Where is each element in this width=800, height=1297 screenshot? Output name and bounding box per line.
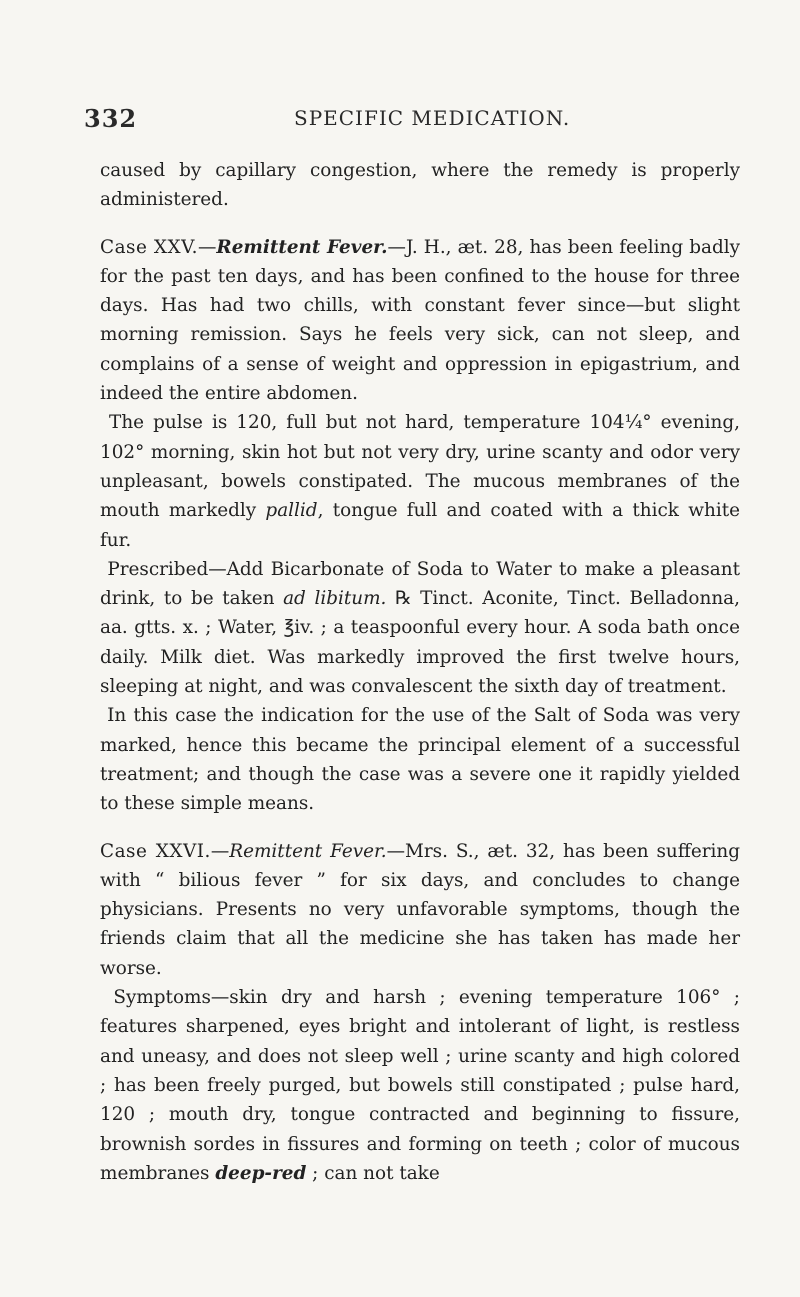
case-25-pulse-paragraph bbox=[100, 408, 740, 554]
case-26-label: Case XXVI. bbox=[100, 840, 211, 862]
paragraph-text: caused by capillary congestion, where the remedy is properly administered. bbox=[100, 160, 740, 211]
paragraph-continuation bbox=[100, 156, 740, 215]
case-26-paragraph bbox=[100, 837, 740, 983]
case-25-dash: — bbox=[198, 236, 217, 258]
case-25-label: Case XXV. bbox=[100, 236, 199, 258]
paragraph-text: Symptoms—skin dry and harsh ; evening temperature 106° ; features sharpened, eyes bright and intolerant of light, is restless and uneasy, and does not sleep well ; urine scanty and high colored ; has been freely purged, but bowels still constipated ; pulse hard, 120 ; mouth dry, tongue contracted and beginning to fissure, brownish sordes in fissures and forming on teeth ; color of mucous membranes bbox=[100, 987, 740, 1184]
case-26-title: Remittent Fever. bbox=[229, 840, 387, 862]
case-25-prescription-paragraph bbox=[100, 555, 740, 701]
body-text bbox=[100, 156, 740, 1188]
case-25-commentary-paragraph bbox=[100, 701, 740, 818]
paragraph-text: , tongue full and coated with a thick white fur. bbox=[100, 500, 740, 551]
paragraph-text: In this case the indication for the use of the Salt of Soda was very marked, hence this became the principal element of a successful treatment; and though the case was a severe one it rapidly yielded to these simple means. bbox=[100, 705, 740, 815]
running-head: SPECIFIC MEDICATION. bbox=[294, 106, 571, 130]
page-number: 332 bbox=[84, 104, 138, 133]
case-26-symptoms-paragraph bbox=[100, 983, 740, 1188]
emphasis-deep-red: deep-red bbox=[215, 1162, 307, 1184]
case-26-text: —Mrs. S., æt. 32, has been suffering with “ bilious fever ” for six days, and concludes to change physicians. Presents no very unfavorable symptoms, though the friends claim that all the medicine she has taken has made her worse. bbox=[100, 840, 741, 979]
paragraph-text: Prescribed—Add Bicarbonate of Soda to Water to make a pleasant drink, to be taken bbox=[100, 558, 740, 610]
case-25-text: —J. H., æt. 28, has been feeling badly for the past ten days, and has been confined to the house for three days. Has had two chills, with constant fever since—but slight morning remission. Says he feels very sick, can not sleep, and complains of a sense of weight and oppression in epigastrium, and indeed the entire abdomen. bbox=[100, 236, 740, 405]
paragraph-text: The pulse is 120, full but not hard, temperature 104¼° evening, 102° morning, skin hot but not very dry, urine scanty and odor very unpleasant, bowels constipated. The mucous membranes of the mouth markedly bbox=[100, 412, 740, 522]
paragraph-text: ℞ Tinct. Aconite, Tinct. Belladonna, aa. gtts. x. ; Water, ℥iv. ; a teaspoonful every hour. A soda bath once daily. Milk diet. Was markedly improved the first twelve hours, sleeping at night, and was convalescent the sixth day of treatment. bbox=[100, 588, 740, 698]
page-header bbox=[84, 104, 724, 138]
paragraph-text: ; can not take bbox=[306, 1162, 440, 1184]
emphasis-pallid: pallid bbox=[265, 500, 318, 522]
case-25-title: Remittent Fever. bbox=[216, 236, 388, 258]
case-26-dash: — bbox=[210, 840, 230, 862]
emphasis-ad-libitum: ad libitum. bbox=[283, 588, 387, 610]
case-25-paragraph bbox=[100, 233, 740, 409]
